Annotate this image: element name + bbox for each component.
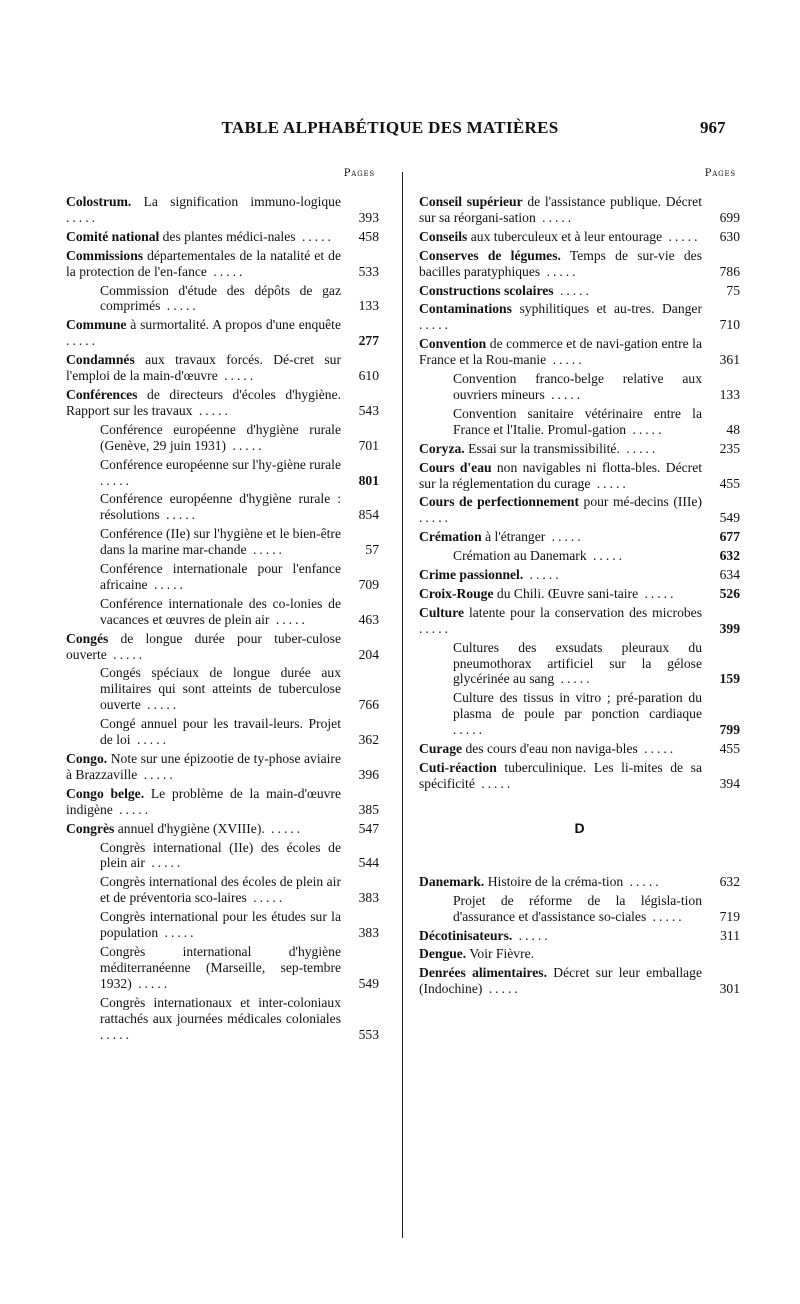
entry-text [66,995,379,1043]
page-ref: 634 [719,567,740,583]
leader-dots: ..... [646,908,685,924]
leader-dots: ..... [544,386,584,402]
entry-text [419,336,740,368]
page-ref: 458 [358,228,379,244]
entry-keyword: Coryza. [419,440,465,456]
entry-description: Congrès international (IIe) des écoles de plein air [100,839,341,871]
leader-dots: ..... [264,820,304,836]
entry-text [419,928,740,944]
pages-heading: Pages [704,168,736,179]
entry-text [66,387,379,419]
page-ref: 383 [358,890,379,906]
entry-description: à surmortalité. A propos d'une enquête [126,317,341,333]
page-ref: 699 [719,209,740,225]
leader-dots: ..... [246,890,286,906]
index-entry [419,946,740,962]
entry-description: Congrès internationaux et inter-coloniaux rattachés aux journées médicales coloniales [100,994,341,1026]
entry-keyword: Dengue. [419,946,467,962]
entry-description: Crémation au Danemark [453,548,587,564]
entry-description: du Chili. Œuvre sani-taire [493,585,639,601]
leader-dots: ..... [419,317,451,333]
entry-text [66,229,379,245]
page-ref: 677 [719,529,740,545]
page-ref: 526 [719,585,740,601]
index-subentry [66,909,379,941]
entry-text [419,893,740,925]
index-entry [419,283,740,299]
leader-dots: ..... [192,402,231,418]
leader-dots: ..... [626,421,665,437]
index-entry [419,874,740,890]
leader-dots: ..... [137,766,176,782]
entry-description: Projet de réforme de la législa-tion d'assurance et d'assistance so-ciales [453,892,702,924]
entry-description: de l'assistance publique. Décret sur sa réorgani-sation [419,194,702,225]
page-ref: 549 [358,975,379,991]
entry-keyword: Convention [419,336,487,352]
index-subentry [66,665,379,713]
page-ref: 57 [365,542,379,558]
page-ref: 311 [720,927,740,943]
entry-keyword: Congo. [66,751,108,766]
entry-description: La signification immuno-logique [131,194,341,209]
page-ref: 204 [358,646,379,662]
entry-description: Essai sur la transmissibilité. [464,440,620,456]
page-ref: 277 [358,333,379,349]
index-entry [66,352,379,384]
entry-text [419,494,740,526]
index-entry [419,460,740,492]
index-entry [66,229,379,245]
entry-description: de directeurs d'écoles d'hygiène. Rapport sur les travaux [66,386,341,418]
leader-dots: ..... [638,585,677,601]
entry-description: des plantes médici-nales [159,228,296,244]
page-ref: 133 [719,386,740,402]
page-ref: 799 [719,722,740,738]
leader-dots: ..... [540,263,579,279]
leader-dots: ..... [158,925,197,941]
entry-text [419,529,740,545]
entry-text [66,283,379,315]
entry-description: Conférence européenne d'hygiène rurale : résolutions [100,491,341,523]
entry-keyword: Conseils [419,228,468,244]
entry-text [66,751,379,783]
entry-description: Convention sanitaire vétérinaire entre la France et l'Italie. Promul-gation [453,405,702,437]
entry-text [419,605,740,637]
entry-text [66,194,379,226]
entry-keyword: Condamnés [66,352,135,368]
leader-dots: ..... [419,510,451,526]
page-ref: 801 [358,472,379,488]
index-subentry [66,840,379,872]
page-header [0,118,800,148]
entry-description: Cultures des exsudats pleuraux du pneumothorax artificiel sur la gélose glycérinée au sang [453,639,702,687]
entry-description: Conférence internationale des co-lonies de vacances et œuvres de plein air [100,595,341,627]
entry-text [419,586,740,602]
page-ref: 632 [719,873,740,889]
entry-text [419,406,740,438]
entry-text [66,786,379,818]
entry-description: Congé annuel pour les travail-leurs. Projet de loi [100,716,341,748]
entry-description: des cours d'eau non naviga-bles [462,741,638,757]
index-entry [419,760,740,792]
page-ref: 549 [719,510,740,526]
index-entry [419,529,740,545]
leader-dots: ..... [100,1026,132,1042]
page-ref: 710 [719,317,740,333]
entry-text [66,248,379,280]
leader-dots: ..... [637,741,677,757]
entry-keyword: Curage [419,741,463,757]
index-entry [419,441,740,457]
entry-text [66,909,379,941]
entry-text [419,965,740,997]
entry-text [419,301,740,333]
index-subentry [419,690,740,738]
entry-text [66,631,379,663]
entry-keyword: Denrées alimentaires. [419,965,547,981]
entry-keyword: Congrès [66,820,115,836]
leader-dots: ..... [226,437,265,453]
page-ref: 630 [719,228,740,244]
leader-dots: ..... [586,548,626,564]
index-entry [419,586,740,602]
entry-description: latente pour la conservation des microbes [464,604,702,620]
entry-keyword: Culture [419,604,465,620]
leader-dots: ..... [295,228,334,244]
page-ref: 701 [358,437,379,453]
entry-text [419,194,740,226]
pages-heading: Pages [343,168,375,179]
index-entry [419,194,740,226]
entry-description: Culture des tissus in vitro ; pré-paration du plasma de poule par ponction cardiaque [453,690,702,722]
index-entry [419,248,740,280]
index-subentry [66,491,379,523]
page-ref: 543 [358,402,379,418]
index-subentry [66,457,379,489]
page-ref: 766 [358,697,379,713]
entry-description: Décret sur leur emballage (Indochine) [419,965,702,997]
index-entries [419,194,740,792]
entry-description: départementales de la natalité et de la protection de l'en-fance [66,247,341,279]
page-ref: 854 [358,507,379,523]
index-entry [419,301,740,333]
entry-description: de commerce et de navi-gation entre la France et la Rou-manie [419,336,702,368]
page-ref: 362 [358,732,379,748]
page-ref: 48 [726,421,740,437]
entry-description: Conférence internationale pour l'enfance africaine [100,561,341,592]
page-ref: 455 [719,741,740,757]
entry-text [66,874,379,906]
page-ref: 553 [358,1026,379,1042]
left-column [66,168,379,1045]
entry-keyword: Comité national [66,228,160,244]
leader-dots: ..... [482,981,521,997]
index-entry [66,786,379,818]
page-ref: 455 [719,475,740,491]
leader-dots: ..... [144,855,184,871]
entry-description: non navigables ni flotta-bles. Décret sur la réglementation du curage [419,459,703,491]
page-ref: 394 [719,775,740,791]
entry-text [66,821,379,837]
leader-dots: ..... [66,209,98,225]
page-ref: 610 [358,368,379,384]
index-entry [419,605,740,637]
index-subentry [66,995,379,1043]
page-ref: 786 [719,263,740,279]
leader-dots: ..... [546,352,585,368]
leader-dots: ..... [623,873,662,889]
page-ref: 301 [719,981,740,997]
index-subentry [419,640,740,688]
page-ref: 133 [358,298,379,314]
entry-description: syphilitiques et au-tres. Danger [511,301,702,317]
entry-text [66,561,379,593]
leader-dots: ..... [130,732,169,748]
entry-description: Congés spéciaux de longue durée aux militaires qui sont atteints de tuberculose ouverte [100,665,341,713]
leader-dots: ..... [66,333,98,349]
leader-dots: ..... [147,576,186,592]
entry-text [66,457,379,489]
page-ref: 719 [719,908,740,924]
entry-description: Conférence (IIe) sur l'hygiène et le bien-être dans la marine mar-chande [100,526,341,558]
entry-text [419,248,740,280]
entry-text [419,548,740,564]
entry-text [66,491,379,523]
index-entry [419,965,740,997]
entry-keyword: Commissions [66,247,144,263]
index-subentry [419,371,740,403]
entry-text [419,371,740,403]
entry-text [66,596,379,628]
entry-keyword: Constructions scolaires [419,282,554,298]
entry-keyword: Conseil supérieur [419,194,523,209]
page-ref: 159 [719,671,740,687]
entry-keyword: Conserves de légumes. [419,247,561,263]
entry-description: Congrès international pour les études sur la population [100,909,341,941]
entry-description: Conférence européenne sur l'hy-giène rurale [100,456,341,472]
index-subentry [66,526,379,558]
entry-keyword: Conférences [66,386,138,402]
entry-keyword: Colostrum. [66,194,132,209]
entry-keyword: Congo belge. [66,785,145,801]
page-ref: 235 [719,440,740,456]
index-entries [66,194,379,1042]
leader-dots: ..... [206,263,246,279]
index-entry [66,194,379,226]
entry-text [419,690,740,738]
entry-description: aux travaux forcés. Dé-cret sur l'emploi de la main-d'œuvre [66,352,341,384]
page-ref: 547 [358,820,379,836]
entry-description: annuel d'hygiène (XVIIIe). [114,820,265,836]
index-subentry [66,596,379,628]
entry-description: Voir Fièvre. [466,946,535,962]
leader-dots: ..... [159,507,199,523]
index-entry [66,631,379,663]
leader-dots: ..... [246,542,285,558]
entry-text [66,665,379,713]
index-entries [419,874,740,997]
entry-text [419,567,740,583]
entry-description: Note sur une épizootie de ty-phose aviaire à Brazzaville [66,751,341,782]
page-ref: 544 [358,855,379,871]
leader-dots: ..... [535,209,575,225]
entry-text [419,460,740,492]
entry-keyword: Cuti-réaction [419,760,497,775]
leader-dots: ..... [512,927,551,943]
entry-text [419,441,740,457]
entry-text [419,640,740,688]
entry-keyword: Contaminations [419,301,512,317]
entry-text [419,229,740,245]
entry-description: aux tuberculeux et à leur entourage [467,228,663,244]
page-ref: 385 [358,801,379,817]
index-subentry [66,716,379,748]
entry-description: Temps de sur-vie des bacilles paratyphiques [419,247,702,279]
index-subentry [419,406,740,438]
page-ref: 396 [358,766,379,782]
page-number: 967 [700,118,726,137]
entry-description: à l'étranger [481,529,546,545]
entry-text [419,283,740,299]
page-ref: 632 [719,548,740,564]
index-subentry [66,283,379,315]
entry-text [419,874,740,890]
entry-keyword: Décotinisateurs. [419,927,513,943]
index-subentry [66,874,379,906]
entry-description: Congrès international des écoles de plein air et de préventoria sco-laires [100,874,341,906]
entry-description: Congrès international d'hygiène méditerranéenne (Marseille, sep-tembre 1932) [100,943,341,991]
index-entry [66,317,379,349]
entry-keyword: Congés [66,630,109,646]
leader-dots: ..... [269,611,308,627]
page-ref: 533 [358,263,379,279]
entry-description: de longue durée pour tuber-culose ouverte [66,630,341,662]
index-subentry [66,944,379,992]
entry-keyword: Croix-Rouge [419,585,494,601]
entry-keyword: Cours de perfectionnement [419,494,580,510]
entry-text [66,526,379,558]
leader-dots: ..... [474,775,514,791]
index-subentry [419,548,740,564]
page-ref: 361 [719,352,740,368]
index-entry [419,229,740,245]
leader-dots: ..... [160,298,199,314]
entry-keyword: Cours d'eau [419,459,492,475]
leader-dots: ..... [553,282,592,298]
page-ref: 393 [358,209,379,225]
index-entry [419,336,740,368]
column-divider [402,172,403,1238]
index-entry [66,248,379,280]
index-entry [419,567,740,583]
index-subentry [66,561,379,593]
section-letter: D [574,819,585,836]
entry-text [66,317,379,349]
leader-dots: ..... [100,472,132,488]
entry-keyword: Crémation [419,529,482,545]
leader-dots: ..... [523,567,562,583]
leader-dots: ..... [662,228,701,244]
running-title: TABLE ALPHABÉTIQUE DES MATIÈRES [221,118,559,137]
entry-description: pour mé-decins (IIIe) [579,494,702,510]
leader-dots: ..... [619,440,659,456]
page-ref: 463 [358,611,379,627]
index-entry [419,928,740,944]
leader-dots: ..... [112,801,152,817]
leader-dots: ..... [106,646,146,662]
entry-description: Conférence européenne d'hygiène rurale (Genève, 29 juin 1931) [100,421,341,453]
entry-keyword: Crime passionnel. [419,567,524,583]
index-entry [66,387,379,419]
entry-text [66,840,379,872]
page-ref: 75 [726,282,740,298]
entry-description: Commission d'étude des dépôts de gaz comprimés [100,282,341,314]
entry-text [66,422,379,454]
entry-description: Convention franco-belge relative aux ouvriers mineurs [453,371,702,402]
leader-dots: ..... [453,722,485,738]
index-entry [419,741,740,757]
leader-dots: ..... [140,697,180,713]
page-ref: 399 [719,620,740,636]
index-subentry [66,422,379,454]
leader-dots: ..... [545,529,584,545]
index-entry [66,821,379,837]
entry-text [419,760,740,792]
right-column [419,168,740,1000]
page-ref: 383 [358,925,379,941]
entry-text [66,352,379,384]
entry-keyword: Danemark. [419,873,485,889]
entry-text [419,741,740,757]
entry-keyword: Commune [66,317,127,333]
entry-description: Le problème de la main-d'œuvre indigène [66,785,342,817]
leader-dots: ..... [590,475,629,491]
entry-text [419,946,740,962]
entry-description: Histoire de la créma-tion [484,873,624,889]
index-entry [66,751,379,783]
leader-dots: ..... [554,671,593,687]
entry-text [66,716,379,748]
leader-dots: ..... [131,975,171,991]
leader-dots: ..... [217,368,257,384]
entry-text [66,944,379,992]
leader-dots: ..... [419,620,451,636]
entry-description: tuberculinique. Les li-mites de sa spécificité [419,760,702,791]
index-entry [419,494,740,526]
page-ref: 709 [358,576,379,592]
index-subentry [419,893,740,925]
